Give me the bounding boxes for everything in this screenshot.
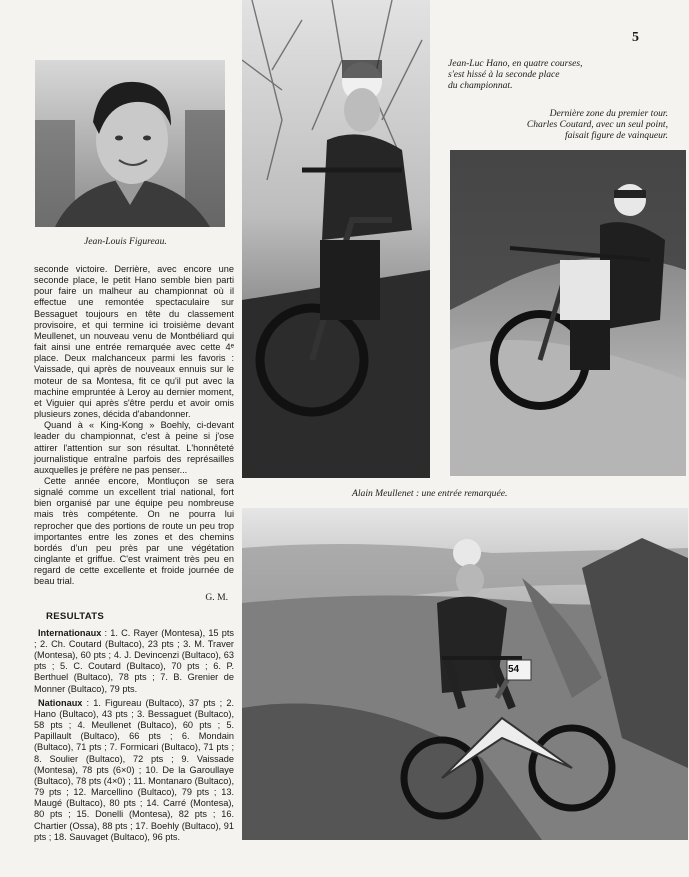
coutard-caption: Dernière zone du premier tour. Charles Coutard, avec un seul point, faisait figure de vainqueur. [526,108,668,141]
page-number: 5 [632,30,639,45]
portrait-caption: Jean-Louis Figureau. [84,236,167,247]
results-list [34,628,234,843]
meullenet-photo [242,508,688,840]
results-nationaux [34,698,234,843]
results-internationaux-label: Internationaux [38,627,102,638]
results-internationaux [34,628,234,695]
article-column [34,264,234,843]
hano-photo [242,0,430,478]
article-signature: G. M. [205,591,228,603]
article-paragraph: seconde victoire. Derrière, avec encore une seconde place, le petit Hano semble bien parti pour faire un malheur au championnat où il effectue une remontée spectaculaire sur Bessaguet toujours en tête du classement provisoire, et qui termine ici troisième devant Meullenet, un nouveau venu de Montbéliard qui fait ainsi une entrée remarquée avec cette 4ᵉ place. Deux malchanceux parmi les favoris : Vaissade, qui après de nouveaux ennuis sur le moteur de sa Montesa, fit ce qu'il put avec la machine empruntée à Leroy au dernier moment, et Viguier qui après s'être perdu et avoir omis plusieurs zones, décida d'abandonner. [34,264,234,420]
results-heading: RESULTATS [46,610,105,622]
portrait-photo [35,60,225,227]
meullenet-bib: 54 [508,664,520,675]
coutard-photo [450,150,686,476]
hano-caption: Jean-Luc Hano, en quatre courses, s'est hissé à la seconde place du championnat. [448,58,583,91]
results-nationaux-label: Nationaux [38,697,83,708]
article-paragraph: Cette année encore, Montluçon se sera signalé comme un excellent trial national, fort bien organisé par une équipe peu nombreuse mais très compétente. On ne pourra lui reprocher que des portions de route un peu trop importantes entre les zones et des chemins bordés d'un peu près par une végétation cinglante et griffue. C'est vraiment très peu en regard de cette excellente et froide journée de beau trial. [34,475,234,587]
article-paragraph: Quand à « King-Kong » Boehly, ci-devant leader du championnat, c'est à peine si j'ose attirer l'attention sur son résultat. L'honnêteté journalistique entraîne parfois des représailles auxquelles je préfère ne pas penser... [34,420,234,475]
meullenet-caption: Alain Meullenet : une entrée remarquée. [352,488,508,499]
results-internationaux-text: : 1. C. Rayer (Montesa), 15 pts ; 2. Ch. Coutard (Bultaco), 23 pts ; 3. M. Traver (Montesa), 60 pts ; 4. J. Devincenzi (Bultaco), 63 pts ; 5. C. Coutard (Bultaco), 70 pts ; 6. P. Berthuel (Bultaco), 78 pts ; 7. B. Grenier de Monner (Bultaco), 79 pts. [34,627,234,694]
results-nationaux-text: : 1. Figureau (Bultaco), 37 pts ; 2. Hano (Bultaco), 43 pts ; 3. Bessaguet (Bultaco), 58 pts ; 4. Meullenet (Bultaco), 60 pts ; 5. Papillault (Bultaco), 66 pts ; 6. Mondain (Bultaco), 71 pts ; 7. Formicari (Bultaco), 71 pts ; 8. Soulier (Bultaco), 72 pts ; 9. Vaissade (Montesa), 78 pts (6×0) ; 10. De la Garoullaye (Bultaco), 78 pts (4×0) ; 11. Montanaro (Bultaco), 79 pts ; 12. Marcellino (Bultaco), 79 pts ; 13. Maugé (Bultaco), 80 pts ; 14. Carré (Montesa), 80 pts ; 15. Donelli (Montesa), 82 pts ; 16. Chartier (Ossa), 88 pts ; 17. Boehly (Bultaco), 91 pts ; 18. Sauvaget (Bultaco), 96 pts. [34,697,234,842]
